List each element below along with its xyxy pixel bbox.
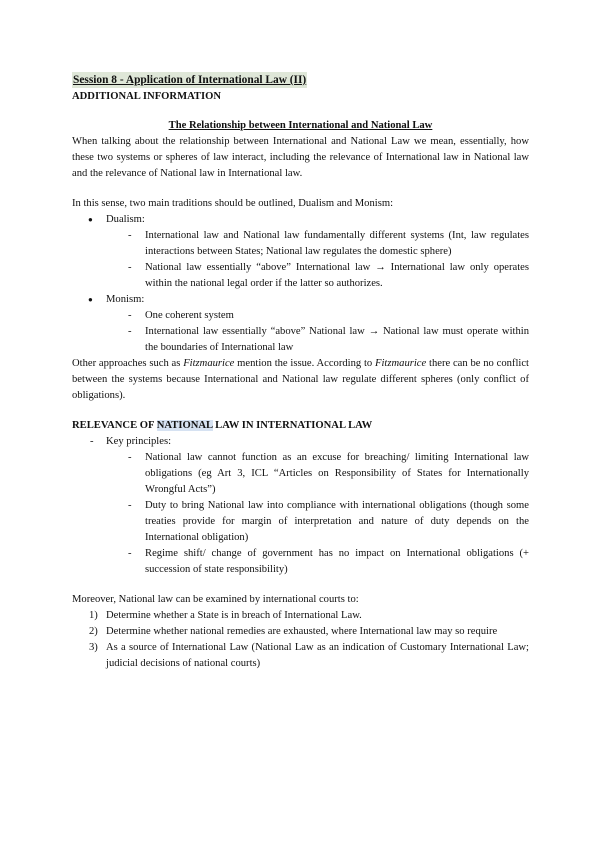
dash-marker: - (128, 230, 132, 241)
key-principles-label: Key principles: (106, 436, 172, 447)
additional-info-heading: ADDITIONAL INFORMATION (72, 91, 222, 102)
list-item: - National law cannot function as an excuse for breaching/ limiting International law obligations (eg Art 3, ICL “Articles on Responsibility of States for Internationally Wrongful Acts”) (128, 452, 529, 495)
document-content (72, 72, 529, 672)
list-item: - Duty to bring National law into compliance with international obligations (though some treaties provide for margin of interpretation and nature of duty depends on the International obligation) (128, 500, 529, 543)
section1-intro: When talking about the relationship between International and National Law we mean, essentially, how these two systems or spheres of law interact, including the relevance of International law in National law and the relevance of National law in International law. (72, 136, 529, 179)
other-approaches-paragraph: Other approaches such as Fitzmaurice mention the issue. According to Fitzmaurice there can be no conflict between the systems because International and National law regulate different spheres (only conflict of obligations). (72, 358, 529, 401)
section1-heading: The Relationship between International and National Law (168, 120, 433, 131)
monism-bullet (72, 292, 529, 308)
bullet-marker: ● (88, 295, 93, 304)
numbered-item: 1) Determine whether a State is in breach of International Law. (89, 610, 362, 621)
numbered-item: 3) As a source of International Law (National Law as an indication of Customary International Law; judicial decisions of national courts) (89, 642, 529, 669)
dash-marker: - (128, 452, 132, 463)
dualism-bullet (72, 212, 529, 228)
list-item: - Regime shift/ change of government has no impact on International obligations (+ succession of state responsibility) (128, 548, 529, 575)
list-item: - International law essentially “above” National law → National law must operate within the boundaries of International law (128, 326, 529, 353)
dash-marker: - (128, 262, 132, 273)
bullet-marker: ● (88, 215, 93, 224)
key-principles-item (72, 434, 529, 450)
list-item: - One coherent system (72, 308, 529, 324)
session-title: Session 8 - Application of International Law (II) (73, 74, 307, 86)
list-item: - National law essentially “above” International law → International law only operates within the national legal order if the latter so authorizes. (128, 262, 529, 289)
numbered-item: 2) Determine whether national remedies are exhausted, where International law may so require (89, 626, 498, 637)
dualism-label: Dualism: (106, 214, 145, 225)
section2-heading: RELEVANCE OF NATIONAL LAW IN INTERNATIONAL LAW (72, 420, 373, 431)
moreover-paragraph: Moreover, National law can be examined by international courts to: (72, 594, 359, 605)
list-item: - International law and National law fundamentally different systems (Int, law regulates interactions between States; National law regulates the domestic sphere) (128, 230, 529, 257)
monism-label: Monism: (106, 294, 145, 305)
dash-marker: - (128, 500, 132, 511)
dash-marker: - (128, 310, 132, 321)
dash-marker: - (128, 326, 132, 337)
traditions-paragraph: In this sense, two main traditions should be outlined, Dualism and Monism: (72, 198, 394, 209)
selected-text-highlight[interactable]: NATIONAL (156, 420, 213, 431)
fitzmaurice-ref: Fitzmaurice (183, 358, 235, 369)
dash-marker: - (90, 436, 94, 447)
dash-marker: - (128, 548, 132, 559)
fitzmaurice-ref: Fitzmaurice (375, 358, 427, 369)
